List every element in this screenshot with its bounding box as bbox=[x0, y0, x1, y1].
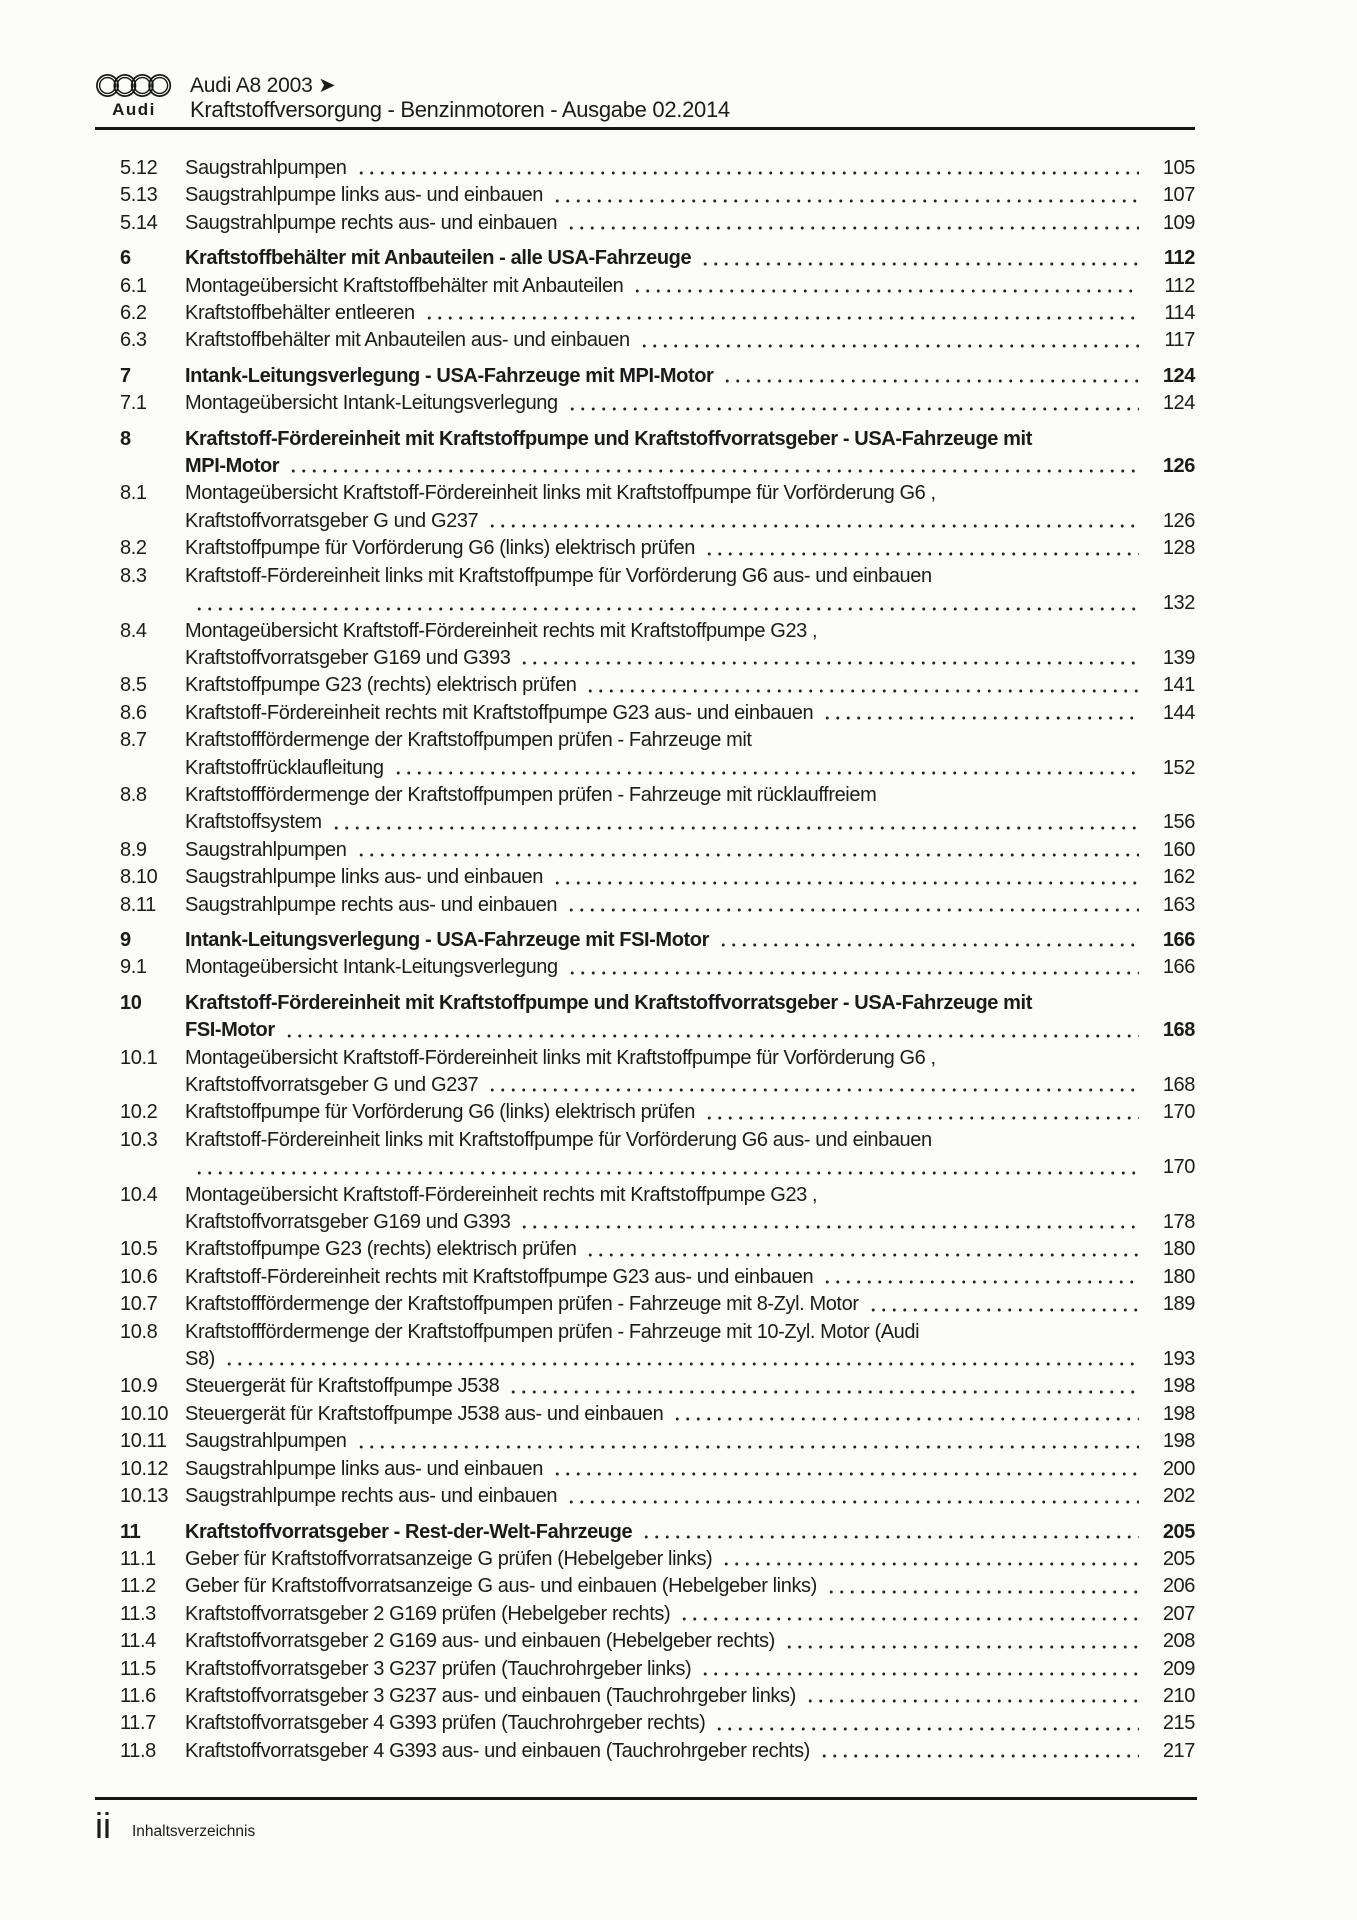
dot-leader bbox=[567, 390, 1139, 417]
toc-entry-page: 114 bbox=[1164, 302, 1195, 325]
header-title-line: Kraftstoffversorgung - Benzinmotoren - Ausgabe 02.2014 bbox=[190, 97, 730, 122]
dot-leader bbox=[819, 1738, 1139, 1765]
toc-entry-number: 8.6 bbox=[120, 701, 147, 724]
toc-entry bbox=[120, 155, 1195, 182]
dot-leader bbox=[566, 210, 1139, 237]
toc-entry-number: 8.4 bbox=[120, 619, 147, 642]
toc-entry-title: Steuergerät für Kraftstoffpumpe J538 aus- und einbauen bbox=[185, 1402, 664, 1425]
toc-entry-page: 132 bbox=[1162, 592, 1195, 615]
toc-entry-page: 180 bbox=[1162, 1265, 1195, 1288]
toc-entry-title: Kraftstoffpumpe für Vorförderung G6 (links) elektrisch prüfen bbox=[185, 537, 695, 560]
toc-entry-number: 6.2 bbox=[120, 302, 147, 325]
toc-entry bbox=[120, 1683, 1195, 1710]
toc-entry bbox=[120, 618, 1195, 673]
toc-entry-title: Steuergerät für Kraftstoffpumpe J538 bbox=[185, 1375, 500, 1398]
toc-entry-title: Kraftstoffvorratsgeber 2 G169 prüfen (Hebelgeber rechts) bbox=[185, 1602, 671, 1625]
toc-entry-title: Kraftstoff-Fördereinheit mit Kraftstoffpumpe und Kraftstoffvorratsgeber - USA-Fahrzeuge mit bbox=[185, 991, 1032, 1014]
toc-entry bbox=[120, 1519, 1195, 1546]
toc-entry-number: 10.4 bbox=[120, 1183, 158, 1206]
dot-leader bbox=[585, 672, 1139, 699]
toc-entry bbox=[120, 426, 1195, 481]
toc-entry-number: 8 bbox=[120, 427, 131, 450]
audi-wordmark: Audi bbox=[112, 100, 156, 119]
toc-entry-page: 156 bbox=[1162, 811, 1195, 834]
toc-entry bbox=[120, 727, 1195, 782]
dot-leader bbox=[700, 245, 1139, 272]
toc-entry bbox=[120, 1045, 1195, 1100]
toc-entry bbox=[120, 563, 1195, 618]
dot-leader bbox=[567, 954, 1139, 981]
toc-entry-title: Kraftstoffvorratsgeber 3 G237 prüfen (Tauchrohrgeber links) bbox=[185, 1657, 692, 1680]
toc-entry-page: 210 bbox=[1162, 1684, 1195, 1707]
toc-entry-number: 10.10 bbox=[120, 1402, 169, 1425]
toc-entry-page: 198 bbox=[1162, 1375, 1195, 1398]
toc-entry-number: 10.8 bbox=[120, 1320, 158, 1343]
dot-leader bbox=[356, 837, 1140, 864]
footer-page-number: ii bbox=[95, 1805, 111, 1846]
toc-entry-number: 11 bbox=[120, 1520, 141, 1543]
toc-entry bbox=[120, 837, 1195, 864]
toc-entry-page: 198 bbox=[1162, 1430, 1195, 1453]
toc-entry bbox=[120, 1291, 1195, 1318]
toc-entry bbox=[120, 892, 1195, 919]
dot-leader bbox=[700, 1656, 1139, 1683]
toc-entry bbox=[120, 327, 1195, 354]
toc-entry-page: 205 bbox=[1162, 1547, 1195, 1570]
toc-entry-title: Kraftstoffpumpe G23 (rechts) elektrisch prüfen bbox=[185, 674, 577, 697]
toc-entry bbox=[120, 1099, 1195, 1126]
toc-entry-title: Montageübersicht Intank-Leitungsverlegung bbox=[185, 392, 558, 415]
dot-leader bbox=[641, 1519, 1139, 1546]
toc-entry-number: 8.5 bbox=[120, 674, 147, 697]
toc-entry bbox=[120, 390, 1195, 417]
toc-entry-number: 11.1 bbox=[120, 1547, 156, 1570]
toc-entry-number: 10.5 bbox=[120, 1238, 158, 1261]
toc-entry-number: 8.1 bbox=[120, 482, 147, 505]
toc-entry-title: Montageübersicht Kraftstoff-Fördereinheit rechts mit Kraftstoffpumpe G23 , bbox=[185, 1183, 818, 1206]
toc-entry-number: 6 bbox=[120, 247, 131, 270]
dot-leader bbox=[679, 1601, 1139, 1628]
dot-leader bbox=[718, 927, 1139, 954]
dot-leader bbox=[331, 809, 1139, 836]
toc-entry-number: 8.9 bbox=[120, 838, 147, 861]
toc-entry-title: Montageübersicht Kraftstoffbehälter mit Anbauteilen bbox=[185, 274, 624, 297]
toc-entry-title: Kraftstoff-Fördereinheit rechts mit Kraftstoffpumpe G23 aus- und einbauen bbox=[185, 1265, 814, 1288]
dot-leader bbox=[519, 645, 1139, 672]
dot-leader bbox=[868, 1291, 1139, 1318]
toc-entry-number: 10.9 bbox=[120, 1375, 158, 1398]
toc-entry bbox=[120, 954, 1195, 981]
toc-entry-title: Montageübersicht Kraftstoff-Fördereinheit links mit Kraftstoffpumpe für Vorförderung G6 , bbox=[185, 1046, 936, 1069]
toc-entry bbox=[120, 1656, 1195, 1683]
toc-entry-page: 139 bbox=[1162, 646, 1195, 669]
toc-entry-page: 160 bbox=[1162, 838, 1195, 861]
toc-entry-page: 198 bbox=[1162, 1402, 1195, 1425]
toc-entry bbox=[120, 927, 1195, 954]
toc-entry-title: Kraftstoffvorratsgeber 4 G393 prüfen (Tauchrohrgeber rechts) bbox=[185, 1712, 706, 1735]
dot-leader bbox=[508, 1373, 1139, 1400]
toc-entry bbox=[120, 1601, 1195, 1628]
page-footer bbox=[95, 1797, 1197, 1846]
toc-entry-title: Saugstrahlpumpe rechts aus- und einbauen bbox=[185, 211, 558, 234]
toc-entry-page: 215 bbox=[1162, 1712, 1195, 1735]
toc-list bbox=[120, 155, 1195, 1765]
toc-entry-title: Kraftstoffvorratsgeber 2 G169 aus- und einbauen (Hebelgeber rechts) bbox=[185, 1630, 775, 1653]
toc-entry-page: 162 bbox=[1162, 866, 1195, 889]
toc-entry-title: Montageübersicht Kraftstoff-Fördereinheit rechts mit Kraftstoffpumpe G23 , bbox=[185, 619, 818, 642]
dot-leader bbox=[487, 508, 1139, 535]
toc-entry-number: 10.12 bbox=[120, 1457, 169, 1480]
toc-entry-number: 9 bbox=[120, 928, 131, 951]
toc-entry-title: Kraftstoffbehälter entleeren bbox=[185, 302, 415, 325]
header-text bbox=[190, 72, 730, 122]
toc-entry-number: 8.2 bbox=[120, 537, 147, 560]
toc-entry-page: 144 bbox=[1162, 701, 1195, 724]
toc-entry bbox=[120, 535, 1195, 562]
toc-entry-page: 205 bbox=[1162, 1520, 1195, 1543]
toc-entry-page: 193 bbox=[1162, 1348, 1195, 1371]
toc-entry bbox=[120, 1401, 1195, 1428]
toc-entry-number: 11.4 bbox=[120, 1630, 156, 1653]
toc-entry bbox=[120, 1264, 1195, 1291]
toc-entry-title: Kraftstoffpumpe G23 (rechts) elektrisch prüfen bbox=[185, 1238, 577, 1261]
toc-entry bbox=[120, 273, 1195, 300]
dot-leader bbox=[632, 273, 1139, 300]
toc-entry bbox=[120, 1456, 1195, 1483]
toc-entry-page: 168 bbox=[1162, 1074, 1195, 1096]
toc-entry bbox=[120, 1710, 1195, 1737]
toc-entry-page: 166 bbox=[1162, 928, 1195, 951]
audi-logo bbox=[95, 72, 173, 118]
toc-entry bbox=[120, 210, 1195, 237]
toc-entry-title: Montageübersicht Kraftstoff-Fördereinheit links mit Kraftstoffpumpe für Vorförderung G6 , bbox=[185, 482, 936, 505]
toc-entry-number: 11.3 bbox=[120, 1602, 156, 1625]
toc-entry-title: Saugstrahlpumpe links aus- und einbauen bbox=[185, 866, 543, 889]
toc-entry-number: 5.12 bbox=[120, 157, 158, 179]
toc-entry-number: 9.1 bbox=[120, 956, 147, 979]
toc-entry bbox=[120, 672, 1195, 699]
dot-leader bbox=[552, 182, 1139, 209]
toc-entry bbox=[120, 1319, 1195, 1374]
toc-entry-title: Kraftstoff-Fördereinheit mit Kraftstoffpumpe und Kraftstoffvorratsgeber - USA-Fahrzeuge mit bbox=[185, 427, 1032, 450]
dot-leader bbox=[722, 363, 1139, 390]
toc-entry bbox=[120, 864, 1195, 891]
toc-entry-title: Geber für Kraftstoffvorratsanzeige G prüfen (Hebelgeber links) bbox=[185, 1547, 713, 1570]
toc-entry-number: 6.1 bbox=[120, 274, 147, 297]
header-model-line: Audi A8 2003 ➤ bbox=[190, 74, 336, 97]
toc-entry-number: 10.13 bbox=[120, 1485, 169, 1508]
dot-leader bbox=[284, 1017, 1139, 1044]
toc-entry-page: 117 bbox=[1164, 329, 1195, 352]
toc-entry-title: Kraftstoffvorratsgeber G und G237 bbox=[185, 509, 479, 532]
toc-entry-title: Kraftstoffpumpe für Vorförderung G6 (links) elektrisch prüfen bbox=[185, 1101, 695, 1124]
toc-entry-page: 124 bbox=[1162, 392, 1195, 415]
toc-entry bbox=[120, 1236, 1195, 1263]
toc-entry-page: 168 bbox=[1162, 1019, 1195, 1042]
toc-entry-title: Kraftstoffvorratsgeber G169 und G393 bbox=[185, 1211, 511, 1234]
toc-entry-page: 107 bbox=[1162, 184, 1195, 207]
toc-entry bbox=[120, 300, 1195, 327]
dot-leader bbox=[194, 590, 1139, 617]
toc-entry-title: Kraftstoffvorratsgeber 3 G237 aus- und einbauen (Tauchrohrgeber links) bbox=[185, 1684, 796, 1707]
toc-entry-page: 170 bbox=[1162, 1101, 1195, 1124]
dot-leader bbox=[552, 864, 1139, 891]
dot-leader bbox=[356, 155, 1140, 182]
toc-entry bbox=[120, 1428, 1195, 1455]
toc-entry bbox=[120, 700, 1195, 727]
toc-entry-number: 8.7 bbox=[120, 729, 147, 752]
toc-entry-title: Kraftstoffvorratsgeber - Rest-der-Welt-Fahrzeuge bbox=[185, 1520, 633, 1543]
footer-label: Inhaltsverzeichnis bbox=[132, 1822, 256, 1840]
toc-entry-number: 8.10 bbox=[120, 866, 158, 889]
toc-entry-number: 7.1 bbox=[120, 392, 147, 415]
toc-entry bbox=[120, 1127, 1195, 1182]
toc-entry bbox=[120, 782, 1195, 837]
toc-entry-page: 217 bbox=[1162, 1739, 1195, 1762]
toc-entry-title: Saugstrahlpumpe rechts aus- und einbauen bbox=[185, 1485, 558, 1508]
toc-entry-page: 206 bbox=[1162, 1575, 1195, 1598]
toc-entry-title: Montageübersicht Intank-Leitungsverlegung bbox=[185, 956, 558, 979]
toc-entry-title: Saugstrahlpumpen bbox=[185, 157, 347, 179]
toc-entry-number: 10.3 bbox=[120, 1128, 158, 1151]
toc-entry-page: 126 bbox=[1162, 455, 1195, 478]
toc-entry-number: 10 bbox=[120, 991, 142, 1014]
toc-entry-title: Kraftstoffvorratsgeber 4 G393 aus- und einbauen (Tauchrohrgeber rechts) bbox=[185, 1739, 810, 1762]
dot-leader bbox=[822, 1264, 1139, 1291]
toc-entry-title: Kraftstofffördermenge der Kraftstoffpumpen prüfen - Fahrzeuge mit bbox=[185, 729, 752, 752]
toc-entry-number: 11.6 bbox=[120, 1684, 156, 1707]
toc-entry-title: Kraftstofffördermenge der Kraftstoffpumpen prüfen - Fahrzeuge mit rücklauffreiem bbox=[185, 783, 877, 806]
toc-entry-page: 112 bbox=[1164, 274, 1195, 297]
toc-entry-page: 200 bbox=[1162, 1457, 1195, 1480]
toc-entry-number: 10.11 bbox=[120, 1430, 167, 1453]
toc-entry-page: 209 bbox=[1162, 1657, 1195, 1680]
toc-entry-number: 11.5 bbox=[120, 1657, 156, 1680]
toc-entry-title: MPI-Motor bbox=[185, 455, 280, 478]
dot-leader bbox=[704, 535, 1139, 562]
toc-entry-title: Kraftstofffördermenge der Kraftstoffpumpen prüfen - Fahrzeuge mit 8-Zyl. Motor bbox=[185, 1293, 859, 1316]
toc-entry-page: 105 bbox=[1162, 157, 1195, 179]
dot-leader bbox=[288, 453, 1139, 480]
dot-leader bbox=[487, 1072, 1139, 1099]
toc-entry-title: Kraftstoffvorratsgeber G und G237 bbox=[185, 1074, 479, 1096]
toc-entry-number: 10.2 bbox=[120, 1101, 158, 1124]
toc-entry-title: Intank-Leitungsverlegung - USA-Fahrzeuge mit MPI-Motor bbox=[185, 364, 714, 387]
toc-entry-number: 7 bbox=[120, 364, 131, 387]
toc-entry-page: 208 bbox=[1162, 1630, 1195, 1653]
toc-entry bbox=[120, 1628, 1195, 1655]
toc-entry bbox=[120, 1573, 1195, 1600]
toc-entry-page: 141 bbox=[1162, 674, 1195, 697]
dot-leader bbox=[585, 1236, 1139, 1263]
toc-entry bbox=[120, 1546, 1195, 1573]
toc-entry bbox=[120, 182, 1195, 209]
toc-entry-page: 109 bbox=[1162, 211, 1195, 234]
toc-entry-title: Kraftstoff-Fördereinheit links mit Kraftstoffpumpe für Vorförderung G6 aus- und einbauen bbox=[185, 564, 932, 587]
toc-entry-page: 128 bbox=[1162, 537, 1195, 560]
dot-leader bbox=[424, 300, 1139, 327]
dot-leader bbox=[224, 1346, 1139, 1373]
toc-entry bbox=[120, 1483, 1195, 1510]
toc-entry-page: 163 bbox=[1162, 893, 1195, 916]
dot-leader bbox=[639, 327, 1139, 354]
toc-entry-number: 11.8 bbox=[120, 1739, 156, 1762]
toc-entry-number: 8.8 bbox=[120, 783, 147, 806]
toc-entry-title: Saugstrahlpumpe links aus- und einbauen bbox=[185, 1457, 543, 1480]
toc-entry-title: Kraftstoffvorratsgeber G169 und G393 bbox=[185, 646, 511, 669]
toc-entry bbox=[120, 363, 1195, 390]
toc-entry bbox=[120, 480, 1195, 535]
dot-leader bbox=[826, 1573, 1139, 1600]
toc-entry-title: Kraftstoffrücklaufleitung bbox=[185, 756, 384, 779]
toc-entry-number: 6.3 bbox=[120, 329, 147, 352]
toc-entry-title: Kraftstoff-Fördereinheit rechts mit Kraftstoffpumpe G23 aus- und einbauen bbox=[185, 701, 814, 724]
toc-entry-page: 152 bbox=[1162, 756, 1195, 779]
toc-entry-page: 166 bbox=[1162, 956, 1195, 979]
dot-leader bbox=[393, 755, 1139, 782]
dot-leader bbox=[566, 1483, 1139, 1510]
toc-entry bbox=[120, 1373, 1195, 1400]
toc-entry-number: 11.7 bbox=[120, 1712, 156, 1735]
toc-entry-number: 8.11 bbox=[120, 893, 156, 916]
dot-leader bbox=[566, 892, 1139, 919]
toc-entry-title: Saugstrahlpumpe links aus- und einbauen bbox=[185, 184, 543, 207]
dot-leader bbox=[194, 1154, 1139, 1181]
toc-entry-page: 207 bbox=[1162, 1602, 1195, 1625]
toc-entry-title: Kraftstoffbehälter mit Anbauteilen - alle USA-Fahrzeuge bbox=[185, 247, 692, 270]
toc-entry-number: 8.3 bbox=[120, 564, 147, 587]
toc-entry-page: 202 bbox=[1162, 1485, 1195, 1508]
page-header bbox=[95, 0, 1195, 130]
dot-leader bbox=[714, 1710, 1139, 1737]
dot-leader bbox=[784, 1628, 1139, 1655]
toc-entry-page: 180 bbox=[1162, 1238, 1195, 1261]
toc-entry-number: 10.7 bbox=[120, 1293, 158, 1316]
audi-rings-icon bbox=[95, 72, 173, 99]
toc-entry-title: Kraftstoff-Fördereinheit links mit Kraftstoffpumpe für Vorförderung G6 aus- und einbauen bbox=[185, 1128, 932, 1151]
toc-entry bbox=[120, 1738, 1195, 1765]
toc-entry-page: 170 bbox=[1162, 1156, 1195, 1179]
dot-leader bbox=[704, 1099, 1139, 1126]
toc-entry-page: 112 bbox=[1163, 247, 1195, 270]
toc-entry-page: 126 bbox=[1162, 509, 1195, 532]
toc-entry-number: 10.6 bbox=[120, 1265, 158, 1288]
toc-entry bbox=[120, 1182, 1195, 1237]
toc-entry-page: 189 bbox=[1162, 1293, 1195, 1316]
dot-leader bbox=[805, 1683, 1139, 1710]
toc-entry-title: Geber für Kraftstoffvorratsanzeige G aus- und einbauen (Hebelgeber links) bbox=[185, 1575, 817, 1598]
dot-leader bbox=[822, 700, 1139, 727]
toc-entry bbox=[120, 990, 1195, 1045]
dot-leader bbox=[356, 1428, 1140, 1455]
toc-entry-number: 5.14 bbox=[120, 211, 158, 234]
toc-entry bbox=[120, 245, 1195, 272]
toc-entry-number: 5.13 bbox=[120, 184, 158, 207]
toc-entry-title: Saugstrahlpumpen bbox=[185, 838, 347, 861]
dot-leader bbox=[552, 1456, 1139, 1483]
toc-entry-number: 10.1 bbox=[120, 1046, 158, 1069]
toc-entry-title: Saugstrahlpumpen bbox=[185, 1430, 347, 1453]
toc-entry-title: Intank-Leitungsverlegung - USA-Fahrzeuge mit FSI-Motor bbox=[185, 928, 709, 951]
toc-entry-title: Saugstrahlpumpe rechts aus- und einbauen bbox=[185, 893, 558, 916]
dot-leader bbox=[672, 1401, 1139, 1428]
toc-entry-title: Kraftstoffsystem bbox=[185, 811, 322, 834]
toc-entry-number: 11.2 bbox=[120, 1575, 156, 1598]
toc-entry-title: Kraftstofffördermenge der Kraftstoffpumpen prüfen - Fahrzeuge mit 10-Zyl. Motor (Audi bbox=[185, 1320, 920, 1343]
dot-leader bbox=[721, 1546, 1139, 1573]
toc-entry-page: 124 bbox=[1162, 364, 1195, 387]
toc-entry-title: Kraftstoffbehälter mit Anbauteilen aus- und einbauen bbox=[185, 329, 630, 352]
toc-entry-page: 178 bbox=[1162, 1211, 1195, 1234]
dot-leader bbox=[519, 1209, 1139, 1236]
toc-entry-title: FSI-Motor bbox=[185, 1019, 275, 1042]
toc-entry-title: S8) bbox=[185, 1348, 215, 1371]
